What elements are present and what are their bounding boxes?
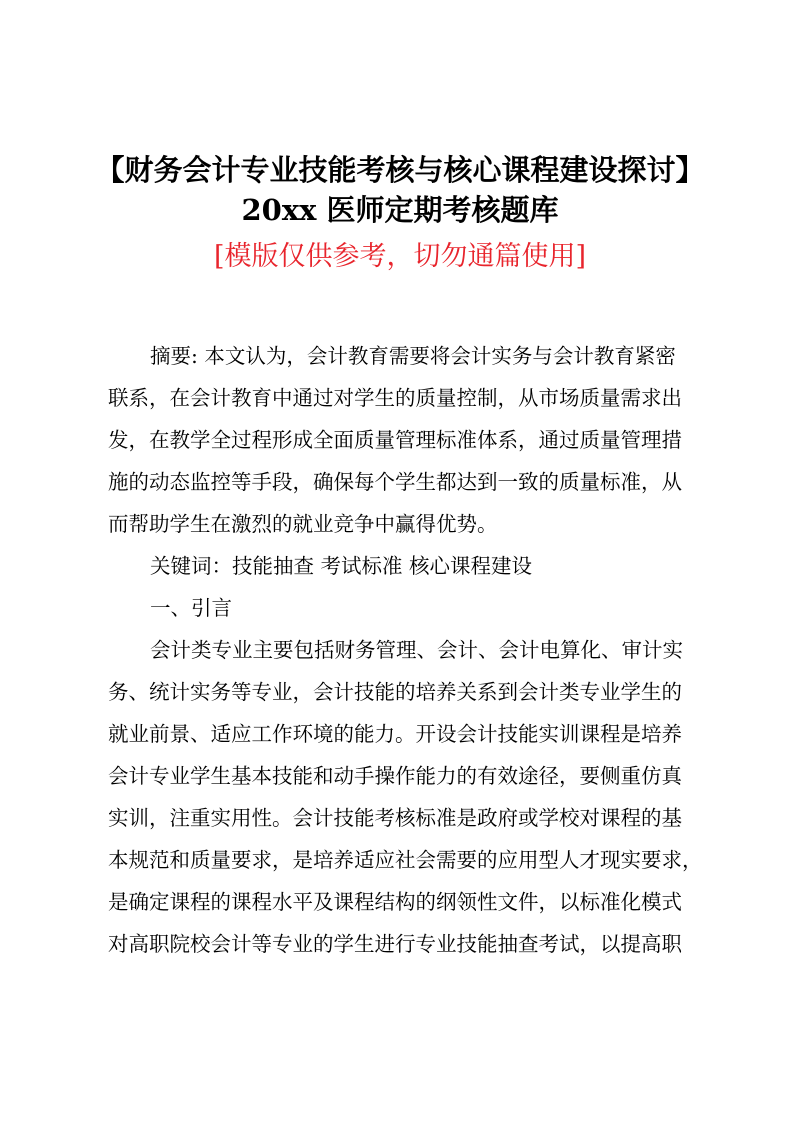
- abstract-line: 发，在教学全过程形成全面质量管理标准体系，通过质量管理措: [108, 428, 682, 452]
- body-line: 对高职院校会计等专业的学生进行专业技能抽查考试，以提高职: [108, 932, 682, 956]
- body-line: 务、统计实务等专业，会计技能的培养关系到会计类专业学生的: [108, 680, 682, 704]
- abstract-line: 而帮助学生在激烈的就业竞争中赢得优势。: [108, 512, 498, 536]
- body-line: 本规范和质量要求，是培养适应社会需要的应用型人才现实要求，: [108, 848, 703, 872]
- template-notice: [模版仅供参考，切勿通篇使用]: [213, 241, 587, 272]
- abstract-line: 施的动态监控等手段，确保每个学生都达到一致的质量标准，从: [108, 470, 682, 494]
- body-line: 实训，注重实用性。会计技能考核标准是政府或学校对课程的基: [108, 806, 682, 830]
- body-line: 会计类专业主要包括财务管理、会计、会计电算化、审计实: [150, 638, 683, 662]
- body-line: 会计专业学生基本技能和动手操作能力的有效途径，要侧重仿真: [108, 764, 682, 788]
- abstract-line: 联系，在会计教育中通过对学生的质量控制，从市场质量需求出: [108, 386, 682, 410]
- section-heading: 一、引言: [150, 596, 232, 620]
- body-line: 就业前景、适应工作环境的能力。开设会计技能实训课程是培养: [108, 722, 682, 746]
- document-title: 【财务会计专业技能考核与核心课程建设探讨】: [95, 153, 705, 187]
- abstract-line: 摘要: 本文认为，会计教育需要将会计实务与会计教育紧密: [150, 344, 676, 368]
- keywords-line: 关键词：技能抽查 考试标准 核心课程建设: [150, 554, 533, 578]
- body-line: 是确定课程的课程水平及课程结构的纲领性文件，以标准化模式: [108, 890, 682, 914]
- document-subtitle: 20xx 医师定期考核题库: [241, 193, 559, 227]
